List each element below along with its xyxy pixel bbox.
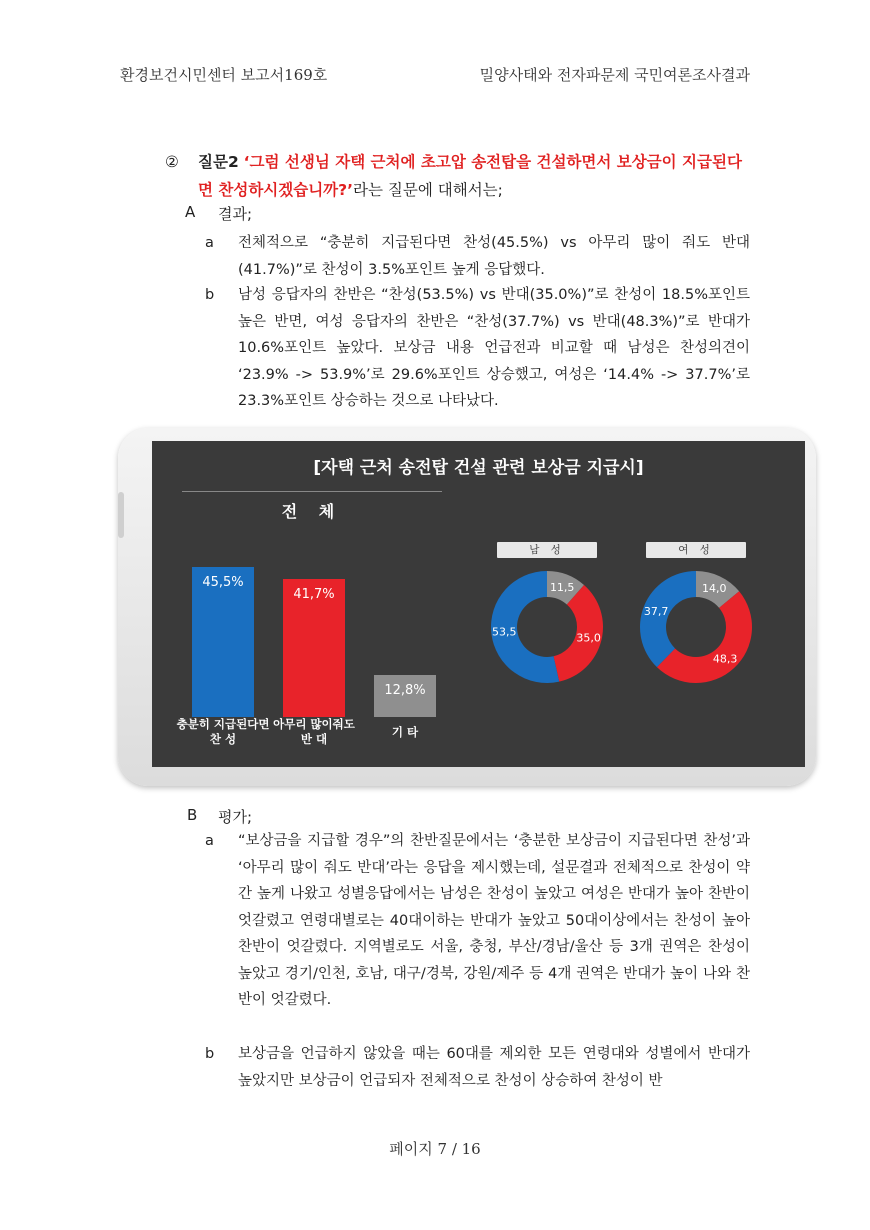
list-marker: b [205, 1046, 215, 1062]
list-marker: a [205, 833, 214, 849]
donut-segment-label: 11,5 [549, 580, 575, 594]
donut-label: 남 성 [497, 542, 597, 558]
bar-1 [192, 567, 254, 717]
eval-item-text: “보상금을 지급할 경우”의 찬반질문에서는 ‘충분한 보상금이 지급된다면 찬성’과 ‘아무리 많이 줘도 반대’라는 응답을 제시했는데, 설문결과 전체적으로 찬성이 약간 높게 나왔고 성별응답에서는 남성은 찬성이 높았고 여성은 반대가 높아 찬반이 엇갈렸고 연령대별로는 40대이하는 반대가 높았고 50대이상에서는 찬성이 높아 찬반이 엇갈렸다. 지역별로도 서울, 충청, 부산/경남/울산 등 3개 권역은 찬성이 높았고 경기/인천, 호남, 대구/경북, 강원/제주 등 4개 권역은 반대가 높이 나와 찬반이 엇갈렸다. [238, 833, 750, 1008]
result-item-text: 남성 응답자의 찬반은 “찬성(53.5%) vs 반대(35.0%)”로 찬성이 18.5%포인트 높은 반면, 여성 응답자의 찬반은 “찬성(37.7%) vs 반대(48.3%)”로 반대가 10.6%포인트 높았다. 보상금 내용 언급전과 비교할 때 남성은 찬성의견이 ‘23.9% -> 53.9%’로 29.6%포인트 상승했고, 여성은 ‘14.4% -> 37.7%’로 23.3%포인트 상승하는 것으로 나타났다. [238, 287, 750, 409]
bar-category-label: 충분히 지급된다면 찬 성 [176, 717, 270, 746]
page-footer: 페이지 7 / 16 [389, 1140, 481, 1158]
header-right: 밀양사태와 전자파문제 국민여론조사결과 [479, 66, 750, 84]
list-marker: a [205, 235, 214, 251]
section-b-title: 평가; [218, 808, 253, 826]
header-left: 환경보건시민센터 보고서169호 [120, 66, 328, 84]
result-item-b [205, 282, 750, 415]
chart-screen [152, 441, 805, 767]
bar-value-label: 41,7% [293, 587, 335, 603]
donut-chart [638, 569, 754, 685]
donut-label: 여 성 [646, 542, 746, 558]
bar-3 [374, 675, 436, 717]
donut-segment-label: 37,7 [643, 604, 669, 618]
eval-item-text: 보상금을 언급하지 않았을 때는 60대를 제외한 모든 연령대와 성별에서 반대가 높았지만 보상금이 언급되자 전체적으로 찬성이 상승하여 찬성이 반 [238, 1046, 750, 1089]
divider [182, 491, 442, 492]
bar-section-label: 전 체 [281, 502, 343, 521]
question-label: 질문2 [198, 153, 239, 171]
donut-segment-label: 53,5 [492, 625, 517, 639]
question-marker: ② [165, 153, 179, 171]
chart-title: [자택 근처 송전탑 건설 관련 보상금 지급시] [313, 458, 644, 478]
eval-item-b [205, 1041, 750, 1094]
phone-side-button [118, 492, 124, 538]
result-item-text: 전체적으로 “충분히 지급된다면 찬성(45.5%) vs 아무리 많이 줘도 반대(41.7%)”로 찬성이 3.5%포인트 높게 응답했다. [238, 235, 750, 278]
eval-item-a [205, 828, 750, 1014]
donut-segment-label: 14,0 [702, 582, 727, 596]
bar-value-label: 12,8% [384, 682, 426, 698]
question-block [165, 148, 755, 204]
section-a-marker: A [185, 203, 196, 221]
section-b-marker: B [187, 806, 198, 824]
list-marker: b [205, 287, 215, 303]
donut-segment-label: 48,3 [712, 652, 738, 666]
bar-category-label: 기 타 [391, 725, 419, 739]
donut-chart [489, 569, 605, 685]
bar-2 [283, 579, 345, 717]
section-a-title: 결과; [218, 205, 253, 223]
bar-value-label: 45,5% [202, 574, 244, 590]
bar-category-label: 아무리 많이줘도 반 대 [273, 717, 355, 746]
result-item-a [205, 230, 750, 283]
question-suffix: 라는 질문에 대해서는; [353, 181, 503, 199]
donut-segment-label: 35,0 [576, 631, 601, 645]
question-quote: ‘그럼 선생님 자택 근처에 초고압 송전탑을 건설하면서 보상금이 지급된다면 찬성하시겠습니까?’ [198, 153, 742, 199]
donut-segment [640, 571, 696, 667]
